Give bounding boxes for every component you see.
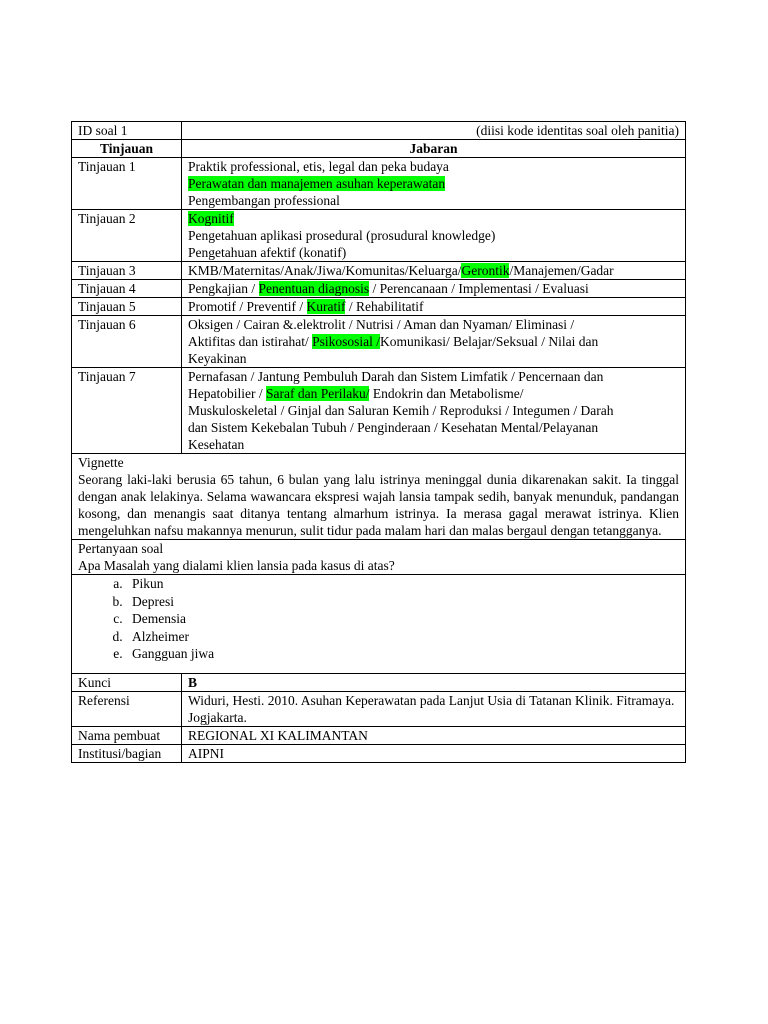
tinjauan-1-label: Tinjauan 1 (72, 158, 182, 210)
tinjauan-2-row (72, 210, 686, 262)
tinjauan-6-line-2-post: Komunikasi/ Belajar/Seksual / Nilai dan (380, 334, 599, 349)
id-note: (diisi kode identitas soal oleh panitia) (182, 122, 686, 140)
institusi-row (72, 744, 686, 762)
tinjauan-7-line-2-pre: Hepatobilier / (188, 386, 266, 401)
vignette-cell (72, 454, 686, 540)
tinjauan-7-line-3: Muskuloskeletal / Ginjal dan Saluran Kemih / Reproduksi / Integumen / Darah (188, 403, 614, 418)
tinjauan-5-content (182, 298, 686, 316)
question-row (72, 540, 686, 575)
question-label: Pertanyaan soal (78, 541, 164, 556)
question-text: Apa Masalah yang dialami klien lansia pada kasus di atas? (78, 558, 395, 573)
pembuat-label: Nama pembuat (72, 726, 182, 744)
option-e: e. Gangguan jiwa (126, 645, 679, 663)
tinjauan-7-line-2-post: Endokrin dan Metabolisme/ (369, 386, 524, 401)
tinjauan-4-text-post: / Perencanaan / Implementasi / Evaluasi (369, 281, 589, 296)
option-d: d. Alzheimer (126, 628, 679, 646)
tinjauan-1-line-3: Pengembangan professional (188, 193, 340, 208)
tinjauan-4-row (72, 280, 686, 298)
tinjauan-6-line-1: Oksigen / Cairan &.elektrolit / Nutrisi / Aman dan Nyaman/ Eliminasi / (188, 317, 575, 332)
tinjauan-6-row (72, 316, 686, 368)
tinjauan-2-line-3: Pengetahuan afektif (konatif) (188, 245, 347, 260)
tinjauan-7-highlight: Saraf dan Perilaku/ (265, 386, 370, 401)
kunci-row (72, 673, 686, 691)
id-row (72, 122, 686, 140)
tinjauan-1-highlight: Perawatan dan manajemen asuhan keperawatan (188, 176, 446, 191)
tinjauan-3-content (182, 262, 686, 280)
question-table (71, 121, 686, 763)
tinjauan-1-row (72, 158, 686, 210)
tinjauan-1-line-1: Praktik professional, etis, legal dan peka budaya (188, 159, 449, 174)
pembuat-row (72, 726, 686, 744)
col-header-tinjauan: Tinjauan (72, 140, 182, 158)
question-cell (72, 540, 686, 575)
kunci-label: Kunci (72, 673, 182, 691)
question-form (71, 121, 685, 763)
header-row (72, 140, 686, 158)
referensi-row (72, 691, 686, 726)
tinjauan-6-highlight: Psikososial / (312, 334, 380, 349)
tinjauan-7-line-5: Kesehatan (188, 437, 245, 452)
tinjauan-7-line-4: dan Sistem Kekebalan Tubuh / Penginderaan / Kesehatan Mental/Pelayanan (188, 420, 599, 435)
option-a: a. Pikun (126, 575, 679, 593)
tinjauan-4-label: Tinjauan 4 (72, 280, 182, 298)
tinjauan-4-content (182, 280, 686, 298)
answer-options (78, 575, 679, 663)
tinjauan-5-row (72, 298, 686, 316)
tinjauan-5-text-pre: Promotif / Preventif / (188, 299, 307, 314)
tinjauan-3-highlight: Gerontik (461, 263, 510, 278)
tinjauan-2-line-2: Pengetahuan aplikasi prosedural (prosudural knowledge) (188, 228, 496, 243)
tinjauan-6-content (182, 316, 686, 368)
options-row (72, 575, 686, 674)
tinjauan-6-label: Tinjauan 6 (72, 316, 182, 368)
tinjauan-5-highlight: Kuratif (306, 299, 346, 314)
tinjauan-2-label: Tinjauan 2 (72, 210, 182, 262)
tinjauan-6-line-2-pre: Aktifitas dan istirahat/ (188, 334, 313, 349)
tinjauan-6-line-3: Keyakinan (188, 351, 247, 366)
option-b: b. Depresi (126, 593, 679, 611)
kunci-value: B (182, 673, 686, 691)
tinjauan-2-highlight: Kognitif (188, 211, 234, 226)
tinjauan-5-label: Tinjauan 5 (72, 298, 182, 316)
option-c: c. Demensia (126, 610, 679, 628)
options-cell (72, 575, 686, 674)
tinjauan-2-content (182, 210, 686, 262)
vignette-row (72, 454, 686, 540)
id-label: ID soal 1 (72, 122, 182, 140)
tinjauan-3-text-pre: KMB/Maternitas/Anak/Jiwa/Komunitas/Keluarga/ (188, 263, 462, 278)
options-spacer (78, 663, 679, 673)
tinjauan-3-label: Tinjauan 3 (72, 262, 182, 280)
tinjauan-4-text-pre: Pengkajian / (188, 281, 259, 296)
pembuat-value: REGIONAL XI KALIMANTAN (182, 726, 686, 744)
institusi-value: AIPNI (182, 744, 686, 762)
tinjauan-7-row (72, 368, 686, 454)
tinjauan-4-highlight: Penentuan diagnosis (258, 281, 370, 296)
tinjauan-1-content (182, 158, 686, 210)
tinjauan-5-text-post: / Rehabilitatif (345, 299, 424, 314)
vignette-text: Seorang laki-laki berusia 65 tahun, 6 bulan yang lalu istrinya meninggal dunia dikarenakan sakit. Ia tinggal dengan anak lelakinya. Selama wawancara ekspresi wajah lansia tampak sedih, banyak menunduk, pandangan kosong, dan menangis saat ditanya tentang almarhum istrinya. Ia merasa gagal merawat istrinya. Klien mengeluhkan nafsu makannya menurun, sulit tidur pada malam hari dan malas bergaul dengan tetangganya. (78, 472, 679, 538)
vignette-label: Vignette (78, 455, 124, 470)
col-header-jabaran: Jabaran (182, 140, 686, 158)
tinjauan-7-content (182, 368, 686, 454)
tinjauan-3-text-post: /Manajemen/Gadar (509, 263, 614, 278)
referensi-value: Widuri, Hesti. 2010. Asuhan Keperawatan pada Lanjut Usia di Tatanan Klinik. Fitramaya. Jogjakarta. (182, 691, 686, 726)
tinjauan-7-label: Tinjauan 7 (72, 368, 182, 454)
institusi-label: Institusi/bagian (72, 744, 182, 762)
referensi-label: Referensi (72, 691, 182, 726)
tinjauan-7-line-1: Pernafasan / Jantung Pembuluh Darah dan Sistem Limfatik / Pencernaan dan (188, 369, 604, 384)
tinjauan-3-row (72, 262, 686, 280)
